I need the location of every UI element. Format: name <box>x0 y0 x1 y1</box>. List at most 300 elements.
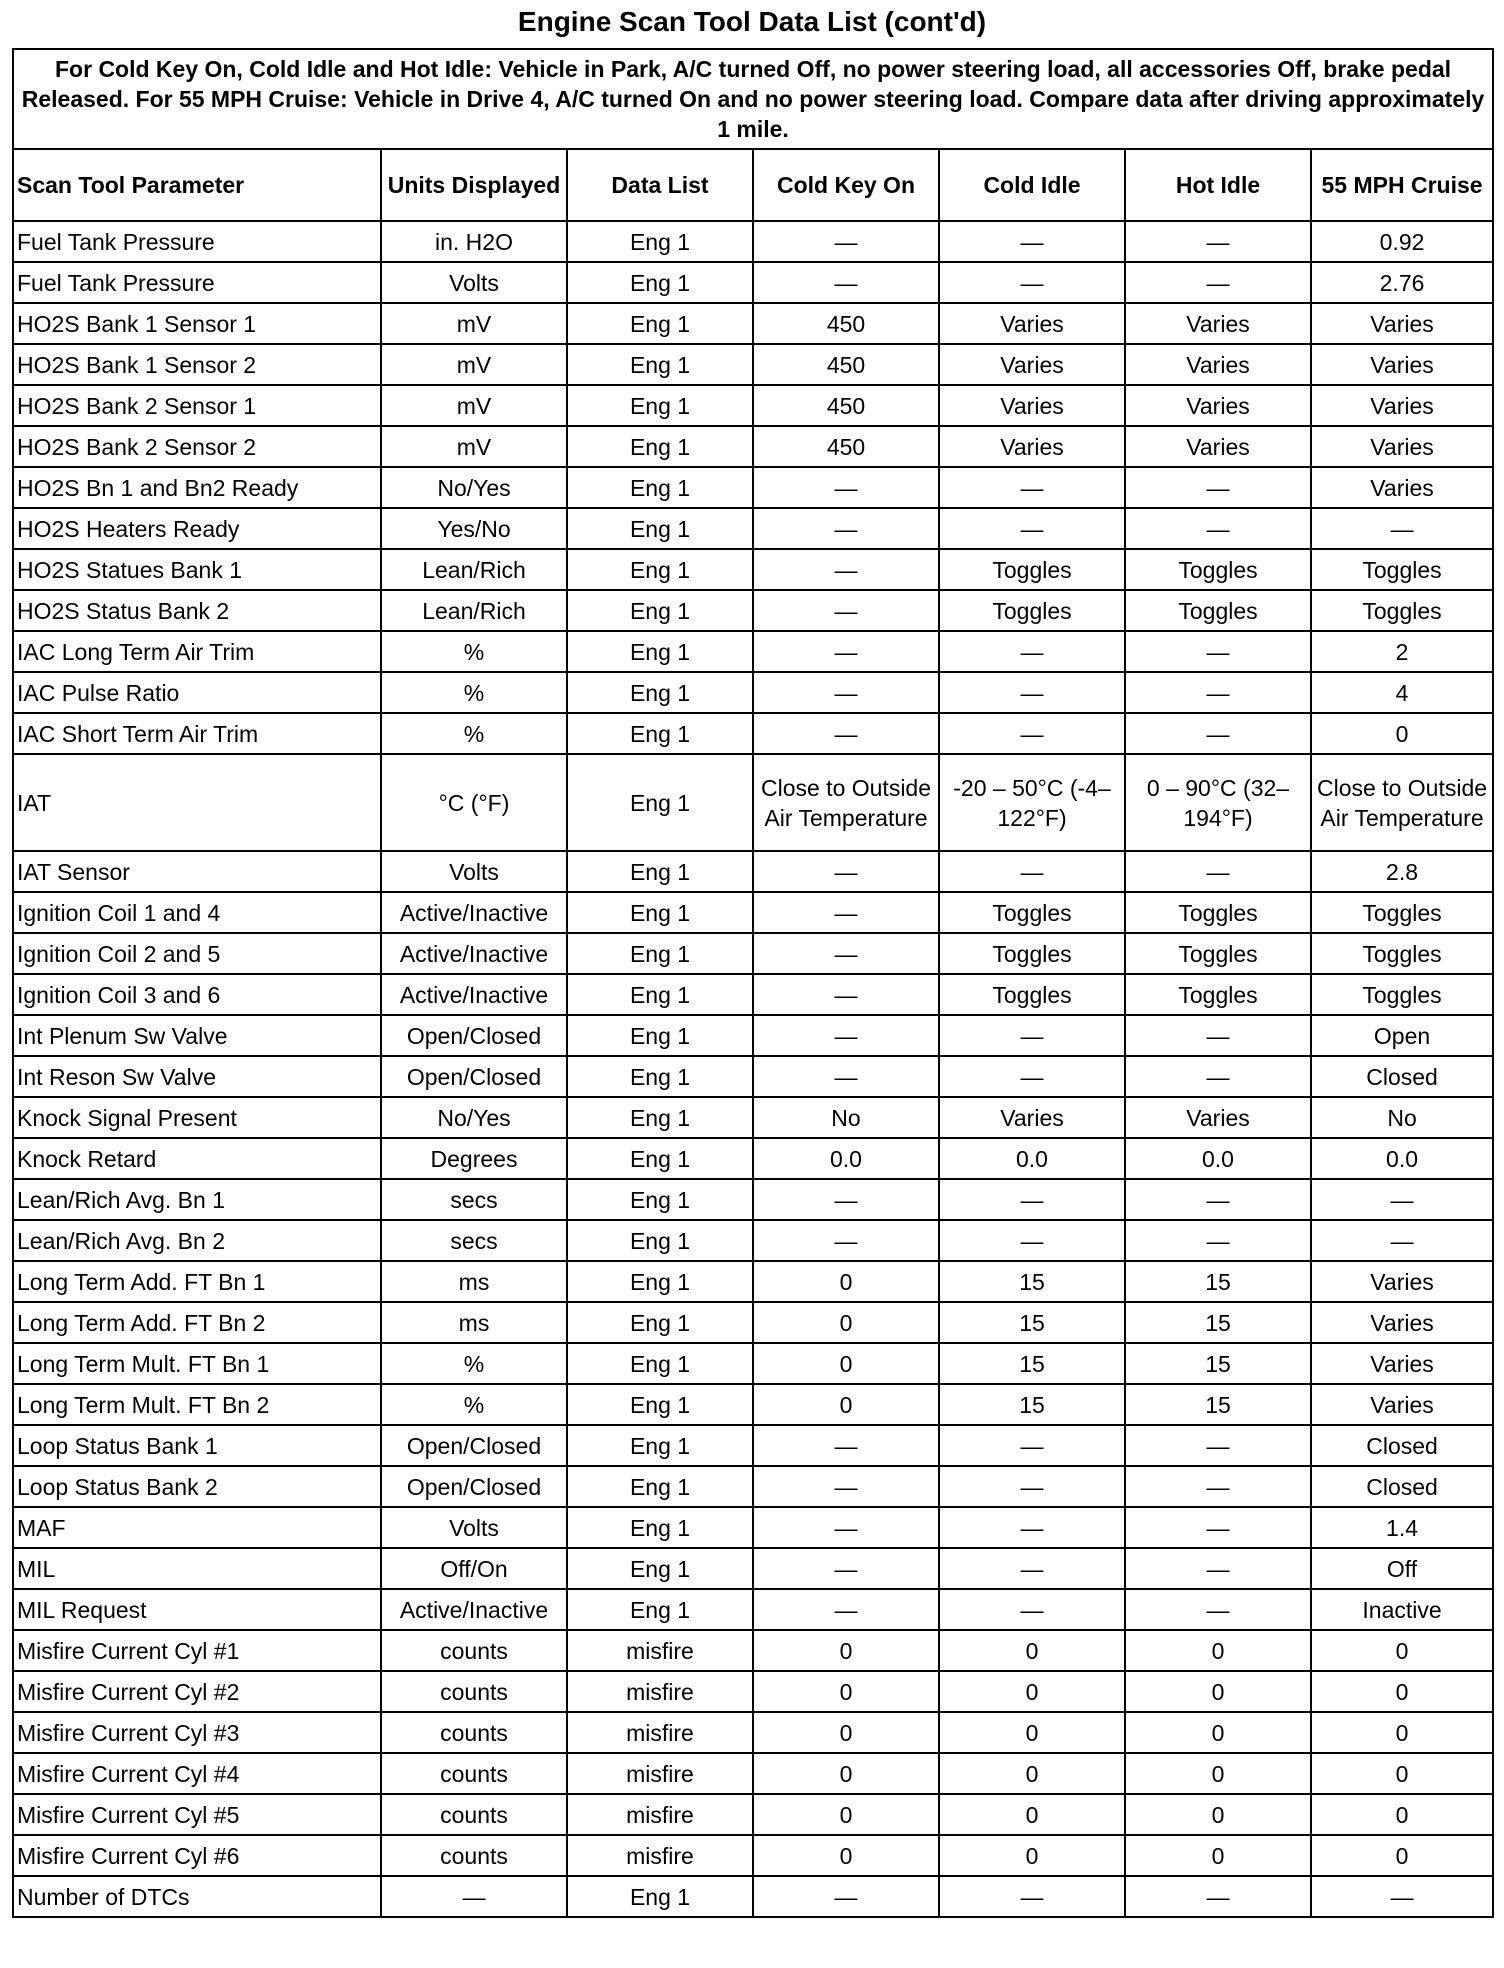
table-row <box>13 1630 1493 1671</box>
cell-cold-idle: Varies <box>939 344 1125 385</box>
cell-parameter: Fuel Tank Pressure <box>13 221 381 262</box>
cell-55-mph-cruise: — <box>1311 1179 1493 1220</box>
cell-cold-key-on: 0 <box>753 1630 939 1671</box>
table-row <box>13 1343 1493 1384</box>
table-row <box>13 1015 1493 1056</box>
cell-cold-key-on: 0 <box>753 1794 939 1835</box>
cell-parameter: Ignition Coil 3 and 6 <box>13 974 381 1015</box>
cell-cold-idle: — <box>939 508 1125 549</box>
cell-data-list: misfire <box>567 1753 753 1794</box>
cell-units: Active/Inactive <box>381 892 567 933</box>
cell-55-mph-cruise: Closed <box>1311 1056 1493 1097</box>
cell-parameter: Ignition Coil 2 and 5 <box>13 933 381 974</box>
cell-data-list: Eng 1 <box>567 1507 753 1548</box>
cell-parameter: Int Reson Sw Valve <box>13 1056 381 1097</box>
cell-hot-idle: 15 <box>1125 1384 1311 1425</box>
page-title: Engine Scan Tool Data List (cont'd) <box>517 6 987 37</box>
cell-data-list: Eng 1 <box>567 221 753 262</box>
cell-cold-key-on: 0 <box>753 1671 939 1712</box>
cell-units: Volts <box>381 851 567 892</box>
table-row <box>13 672 1493 713</box>
cell-parameter: Misfire Current Cyl #2 <box>13 1671 381 1712</box>
cell-parameter: MAF <box>13 1507 381 1548</box>
cell-cold-idle: 0 <box>939 1794 1125 1835</box>
cell-55-mph-cruise: 0 <box>1311 1712 1493 1753</box>
cell-units: counts <box>381 1671 567 1712</box>
cell-cold-key-on: — <box>753 672 939 713</box>
cell-parameter: Ignition Coil 1 and 4 <box>13 892 381 933</box>
cell-55-mph-cruise: Toggles <box>1311 549 1493 590</box>
cell-hot-idle: — <box>1125 1876 1311 1917</box>
cell-55-mph-cruise: Open <box>1311 1015 1493 1056</box>
conditions-note: For Cold Key On, Cold Idle and Hot Idle: Vehicle in Park, A/C turned Off, no power steering load, all accessories Off, brake pedal Released. For 55 MPH Cruise: Vehicle in Drive 4, A/C turned On and no power steering load. Compare data after driving approximately 1 mile. <box>13 49 1493 149</box>
cell-cold-idle: — <box>939 1466 1125 1507</box>
cell-hot-idle: 0 <box>1125 1712 1311 1753</box>
cell-units: counts <box>381 1753 567 1794</box>
cell-data-list: Eng 1 <box>567 1466 753 1507</box>
cell-55-mph-cruise: — <box>1311 1220 1493 1261</box>
cell-parameter: Loop Status Bank 2 <box>13 1466 381 1507</box>
cell-data-list: Eng 1 <box>567 754 753 851</box>
cell-units: Off/On <box>381 1548 567 1589</box>
cell-hot-idle: 0.0 <box>1125 1138 1311 1179</box>
cell-55-mph-cruise: — <box>1311 1876 1493 1917</box>
cell-hot-idle: — <box>1125 1220 1311 1261</box>
cell-parameter: HO2S Bank 1 Sensor 1 <box>13 303 381 344</box>
cell-hot-idle: Toggles <box>1125 549 1311 590</box>
cell-55-mph-cruise: — <box>1311 508 1493 549</box>
cell-cold-idle: — <box>939 1507 1125 1548</box>
table-row <box>13 713 1493 754</box>
cell-hot-idle: 15 <box>1125 1261 1311 1302</box>
cell-parameter: Number of DTCs <box>13 1876 381 1917</box>
table-row <box>13 1876 1493 1917</box>
cell-55-mph-cruise: 0 <box>1311 1671 1493 1712</box>
table-row <box>13 892 1493 933</box>
table-row <box>13 467 1493 508</box>
cell-data-list: Eng 1 <box>567 713 753 754</box>
table-row <box>13 1712 1493 1753</box>
cell-hot-idle: Toggles <box>1125 892 1311 933</box>
cell-units: % <box>381 1343 567 1384</box>
cell-parameter: Misfire Current Cyl #1 <box>13 1630 381 1671</box>
table-row <box>13 1753 1493 1794</box>
cell-parameter: Long Term Add. FT Bn 2 <box>13 1302 381 1343</box>
column-header-cold-idle: Cold Idle <box>939 149 1125 221</box>
column-header-parameter: Scan Tool Parameter <box>13 149 381 221</box>
table-row <box>13 1794 1493 1835</box>
table-row <box>13 1261 1493 1302</box>
cell-units: counts <box>381 1835 567 1876</box>
cell-parameter: IAC Long Term Air Trim <box>13 631 381 672</box>
cell-hot-idle: — <box>1125 1466 1311 1507</box>
cell-parameter: Misfire Current Cyl #4 <box>13 1753 381 1794</box>
cell-data-list: Eng 1 <box>567 508 753 549</box>
table-row <box>13 631 1493 672</box>
cell-units: % <box>381 1384 567 1425</box>
cell-hot-idle: — <box>1125 1507 1311 1548</box>
cell-units: mV <box>381 426 567 467</box>
cell-units: mV <box>381 385 567 426</box>
cell-55-mph-cruise: Varies <box>1311 426 1493 467</box>
cell-parameter: HO2S Bank 2 Sensor 2 <box>13 426 381 467</box>
cell-cold-idle: — <box>939 672 1125 713</box>
table-row <box>13 508 1493 549</box>
cell-units: % <box>381 672 567 713</box>
cell-55-mph-cruise: Closed <box>1311 1425 1493 1466</box>
table-row <box>13 1507 1493 1548</box>
cell-hot-idle: — <box>1125 1548 1311 1589</box>
cell-cold-idle: Varies <box>939 303 1125 344</box>
cell-hot-idle: 0 <box>1125 1794 1311 1835</box>
cell-data-list: Eng 1 <box>567 1179 753 1220</box>
scan-data-table <box>12 48 1494 1918</box>
cell-cold-idle: 15 <box>939 1302 1125 1343</box>
cell-data-list: Eng 1 <box>567 933 753 974</box>
cell-cold-idle: Toggles <box>939 933 1125 974</box>
cell-cold-key-on: — <box>753 1425 939 1466</box>
cell-55-mph-cruise: Varies <box>1311 1343 1493 1384</box>
cell-cold-idle: Toggles <box>939 549 1125 590</box>
column-header-hot-idle: Hot Idle <box>1125 149 1311 221</box>
cell-cold-idle: — <box>939 851 1125 892</box>
cell-data-list: Eng 1 <box>567 1589 753 1630</box>
table-row <box>13 933 1493 974</box>
cell-cold-idle: 15 <box>939 1261 1125 1302</box>
cell-cold-idle: — <box>939 1056 1125 1097</box>
cell-data-list: Eng 1 <box>567 851 753 892</box>
cell-55-mph-cruise: Varies <box>1311 1261 1493 1302</box>
table-row <box>13 1056 1493 1097</box>
cell-units: % <box>381 713 567 754</box>
cell-units: % <box>381 631 567 672</box>
cell-cold-key-on: — <box>753 933 939 974</box>
table-row <box>13 1589 1493 1630</box>
cell-parameter: MIL Request <box>13 1589 381 1630</box>
column-header-cold-key-on: Cold Key On <box>753 149 939 221</box>
cell-55-mph-cruise: Varies <box>1311 1384 1493 1425</box>
cell-data-list: Eng 1 <box>567 549 753 590</box>
cell-cold-key-on: 0 <box>753 1261 939 1302</box>
table-row <box>13 590 1493 631</box>
cell-hot-idle: — <box>1125 713 1311 754</box>
cell-hot-idle: — <box>1125 1425 1311 1466</box>
column-header-55-mph-cruise: 55 MPH Cruise <box>1311 149 1493 221</box>
cell-units: Degrees <box>381 1138 567 1179</box>
table-row <box>13 1466 1493 1507</box>
cell-cold-key-on: — <box>753 713 939 754</box>
cell-55-mph-cruise: Close to Outside Air Temperature <box>1311 754 1493 851</box>
cell-hot-idle: — <box>1125 851 1311 892</box>
table-row <box>13 1425 1493 1466</box>
cell-55-mph-cruise: No <box>1311 1097 1493 1138</box>
cell-cold-key-on: — <box>753 851 939 892</box>
cell-units: counts <box>381 1794 567 1835</box>
cell-data-list: Eng 1 <box>567 262 753 303</box>
cell-parameter: IAT <box>13 754 381 851</box>
cell-cold-idle: Toggles <box>939 892 1125 933</box>
cell-55-mph-cruise: Varies <box>1311 467 1493 508</box>
cell-55-mph-cruise: 0 <box>1311 1794 1493 1835</box>
column-header-units: Units Displayed <box>381 149 567 221</box>
cell-hot-idle: 0 <box>1125 1671 1311 1712</box>
cell-cold-idle: — <box>939 221 1125 262</box>
cell-hot-idle: — <box>1125 672 1311 713</box>
cell-data-list: Eng 1 <box>567 1015 753 1056</box>
cell-55-mph-cruise: Toggles <box>1311 974 1493 1015</box>
cell-parameter: HO2S Heaters Ready <box>13 508 381 549</box>
column-header-data-list: Data List <box>567 149 753 221</box>
cell-55-mph-cruise: 0 <box>1311 713 1493 754</box>
cell-parameter: Lean/Rich Avg. Bn 1 <box>13 1179 381 1220</box>
cell-parameter: HO2S Bn 1 and Bn2 Ready <box>13 467 381 508</box>
cell-hot-idle: 0 <box>1125 1630 1311 1671</box>
cell-parameter: HO2S Bank 2 Sensor 1 <box>13 385 381 426</box>
cell-cold-key-on: — <box>753 1179 939 1220</box>
cell-data-list: Eng 1 <box>567 344 753 385</box>
cell-data-list: misfire <box>567 1794 753 1835</box>
cell-data-list: Eng 1 <box>567 590 753 631</box>
cell-parameter: IAC Short Term Air Trim <box>13 713 381 754</box>
table-row <box>13 344 1493 385</box>
cell-data-list: Eng 1 <box>567 1343 753 1384</box>
table-row <box>13 754 1493 851</box>
cell-cold-key-on: 0 <box>753 1753 939 1794</box>
cell-55-mph-cruise: 1.4 <box>1311 1507 1493 1548</box>
cell-cold-idle: 0 <box>939 1630 1125 1671</box>
cell-hot-idle: 0 <box>1125 1835 1311 1876</box>
cell-data-list: Eng 1 <box>567 1302 753 1343</box>
cell-cold-idle: — <box>939 1548 1125 1589</box>
cell-hot-idle: — <box>1125 262 1311 303</box>
cell-cold-idle: -20 – 50°C (-4–122°F) <box>939 754 1125 851</box>
table-row <box>13 221 1493 262</box>
table-row <box>13 549 1493 590</box>
cell-cold-idle: — <box>939 467 1125 508</box>
cell-data-list: Eng 1 <box>567 426 753 467</box>
table-row <box>13 426 1493 467</box>
cell-units: Open/Closed <box>381 1015 567 1056</box>
cell-cold-idle: 15 <box>939 1384 1125 1425</box>
cell-cold-key-on: Close to Outside Air Temperature <box>753 754 939 851</box>
cell-units: No/Yes <box>381 1097 567 1138</box>
cell-data-list: Eng 1 <box>567 1097 753 1138</box>
cell-cold-key-on: — <box>753 1056 939 1097</box>
cell-data-list: Eng 1 <box>567 303 753 344</box>
cell-data-list: Eng 1 <box>567 1261 753 1302</box>
cell-units: mV <box>381 344 567 385</box>
cell-units: Active/Inactive <box>381 974 567 1015</box>
cell-55-mph-cruise: 2 <box>1311 631 1493 672</box>
cell-cold-key-on: 450 <box>753 344 939 385</box>
cell-data-list: Eng 1 <box>567 1384 753 1425</box>
cell-data-list: Eng 1 <box>567 1548 753 1589</box>
cell-units: Active/Inactive <box>381 1589 567 1630</box>
table-row <box>13 385 1493 426</box>
cell-cold-idle: 0.0 <box>939 1138 1125 1179</box>
cell-hot-idle: — <box>1125 1179 1311 1220</box>
cell-units: — <box>381 1876 567 1917</box>
cell-parameter: Knock Signal Present <box>13 1097 381 1138</box>
cell-cold-key-on: — <box>753 1589 939 1630</box>
cell-units: in. H2O <box>381 221 567 262</box>
cell-cold-key-on: — <box>753 1466 939 1507</box>
cell-data-list: Eng 1 <box>567 385 753 426</box>
table-row <box>13 303 1493 344</box>
cell-parameter: IAC Pulse Ratio <box>13 672 381 713</box>
table-row <box>13 1138 1493 1179</box>
cell-parameter: Misfire Current Cyl #3 <box>13 1712 381 1753</box>
cell-cold-key-on: 450 <box>753 303 939 344</box>
cell-55-mph-cruise: Varies <box>1311 303 1493 344</box>
cell-55-mph-cruise: 4 <box>1311 672 1493 713</box>
cell-55-mph-cruise: Toggles <box>1311 892 1493 933</box>
cell-55-mph-cruise: 0.92 <box>1311 221 1493 262</box>
cell-cold-key-on: 0 <box>753 1302 939 1343</box>
cell-55-mph-cruise: Off <box>1311 1548 1493 1589</box>
cell-parameter: Fuel Tank Pressure <box>13 262 381 303</box>
cell-cold-idle: Varies <box>939 385 1125 426</box>
cell-cold-idle: — <box>939 1425 1125 1466</box>
cell-units: mV <box>381 303 567 344</box>
table-row <box>13 1302 1493 1343</box>
cell-55-mph-cruise: 0.0 <box>1311 1138 1493 1179</box>
cell-parameter: HO2S Statues Bank 1 <box>13 549 381 590</box>
cell-units: °C (°F) <box>381 754 567 851</box>
cell-units: Volts <box>381 1507 567 1548</box>
cell-parameter: Long Term Add. FT Bn 1 <box>13 1261 381 1302</box>
cell-units: Volts <box>381 262 567 303</box>
cell-hot-idle: Varies <box>1125 344 1311 385</box>
cell-units: ms <box>381 1302 567 1343</box>
cell-data-list: misfire <box>567 1671 753 1712</box>
cell-cold-key-on: 0 <box>753 1835 939 1876</box>
cell-hot-idle: Toggles <box>1125 590 1311 631</box>
cell-data-list: Eng 1 <box>567 974 753 1015</box>
cell-hot-idle: Varies <box>1125 385 1311 426</box>
cell-parameter: HO2S Bank 1 Sensor 2 <box>13 344 381 385</box>
cell-hot-idle: — <box>1125 631 1311 672</box>
cell-cold-key-on: — <box>753 467 939 508</box>
cell-55-mph-cruise: 0 <box>1311 1753 1493 1794</box>
cell-hot-idle: — <box>1125 467 1311 508</box>
conditions-note-row <box>13 49 1493 149</box>
table-row <box>13 262 1493 303</box>
header-row <box>13 149 1493 221</box>
cell-55-mph-cruise: Varies <box>1311 344 1493 385</box>
cell-cold-idle: — <box>939 262 1125 303</box>
table-row <box>13 1097 1493 1138</box>
cell-parameter: Long Term Mult. FT Bn 2 <box>13 1384 381 1425</box>
cell-units: Yes/No <box>381 508 567 549</box>
cell-cold-key-on: — <box>753 1015 939 1056</box>
cell-data-list: Eng 1 <box>567 1138 753 1179</box>
cell-cold-idle: — <box>939 631 1125 672</box>
table-row <box>13 1384 1493 1425</box>
cell-55-mph-cruise: Toggles <box>1311 590 1493 631</box>
cell-parameter: Knock Retard <box>13 1138 381 1179</box>
cell-hot-idle: Toggles <box>1125 974 1311 1015</box>
cell-cold-key-on: — <box>753 221 939 262</box>
table-row <box>13 1671 1493 1712</box>
table-row <box>13 1220 1493 1261</box>
cell-units: Lean/Rich <box>381 549 567 590</box>
cell-data-list: Eng 1 <box>567 1876 753 1917</box>
cell-cold-key-on: 0 <box>753 1384 939 1425</box>
cell-hot-idle: Varies <box>1125 1097 1311 1138</box>
cell-55-mph-cruise: Closed <box>1311 1466 1493 1507</box>
cell-55-mph-cruise: 0 <box>1311 1835 1493 1876</box>
cell-cold-idle: — <box>939 1589 1125 1630</box>
cell-cold-key-on: 0.0 <box>753 1138 939 1179</box>
cell-cold-idle: Varies <box>939 426 1125 467</box>
cell-cold-idle: 15 <box>939 1343 1125 1384</box>
cell-data-list: Eng 1 <box>567 467 753 508</box>
cell-cold-idle: Toggles <box>939 974 1125 1015</box>
cell-units: Open/Closed <box>381 1056 567 1097</box>
cell-parameter: IAT Sensor <box>13 851 381 892</box>
cell-hot-idle: — <box>1125 1015 1311 1056</box>
cell-units: Open/Closed <box>381 1425 567 1466</box>
cell-cold-key-on: 0 <box>753 1343 939 1384</box>
cell-cold-key-on: — <box>753 1220 939 1261</box>
cell-cold-idle: 0 <box>939 1671 1125 1712</box>
cell-parameter: Long Term Mult. FT Bn 1 <box>13 1343 381 1384</box>
cell-data-list: misfire <box>567 1630 753 1671</box>
cell-hot-idle: 15 <box>1125 1343 1311 1384</box>
cell-cold-key-on: 450 <box>753 385 939 426</box>
cell-cold-idle: — <box>939 1179 1125 1220</box>
table-row <box>13 974 1493 1015</box>
cell-units: Active/Inactive <box>381 933 567 974</box>
cell-data-list: Eng 1 <box>567 892 753 933</box>
cell-parameter: Misfire Current Cyl #5 <box>13 1794 381 1835</box>
cell-hot-idle: Varies <box>1125 426 1311 467</box>
cell-55-mph-cruise: Toggles <box>1311 933 1493 974</box>
cell-cold-key-on: — <box>753 1507 939 1548</box>
cell-55-mph-cruise: 0 <box>1311 1630 1493 1671</box>
cell-units: No/Yes <box>381 467 567 508</box>
table-row <box>13 1179 1493 1220</box>
table-row <box>13 1835 1493 1876</box>
cell-cold-idle: — <box>939 1015 1125 1056</box>
cell-parameter: Int Plenum Sw Valve <box>13 1015 381 1056</box>
cell-units: ms <box>381 1261 567 1302</box>
cell-cold-key-on: 450 <box>753 426 939 467</box>
cell-hot-idle: 15 <box>1125 1302 1311 1343</box>
cell-cold-key-on: No <box>753 1097 939 1138</box>
cell-hot-idle: — <box>1125 221 1311 262</box>
cell-units: Lean/Rich <box>381 590 567 631</box>
cell-data-list: Eng 1 <box>567 1056 753 1097</box>
cell-hot-idle: — <box>1125 508 1311 549</box>
cell-parameter: Lean/Rich Avg. Bn 2 <box>13 1220 381 1261</box>
cell-cold-idle: — <box>939 713 1125 754</box>
cell-cold-key-on: — <box>753 508 939 549</box>
cell-hot-idle: — <box>1125 1056 1311 1097</box>
cell-hot-idle: 0 <box>1125 1753 1311 1794</box>
cell-cold-key-on: 0 <box>753 1712 939 1753</box>
cell-cold-idle: — <box>939 1876 1125 1917</box>
cell-units: Open/Closed <box>381 1466 567 1507</box>
cell-cold-key-on: — <box>753 631 939 672</box>
cell-data-list: Eng 1 <box>567 1425 753 1466</box>
table-body <box>13 49 1493 1917</box>
cell-hot-idle: — <box>1125 1589 1311 1630</box>
cell-parameter: MIL <box>13 1548 381 1589</box>
table-row <box>13 851 1493 892</box>
cell-hot-idle: 0 – 90°C (32–194°F) <box>1125 754 1311 851</box>
